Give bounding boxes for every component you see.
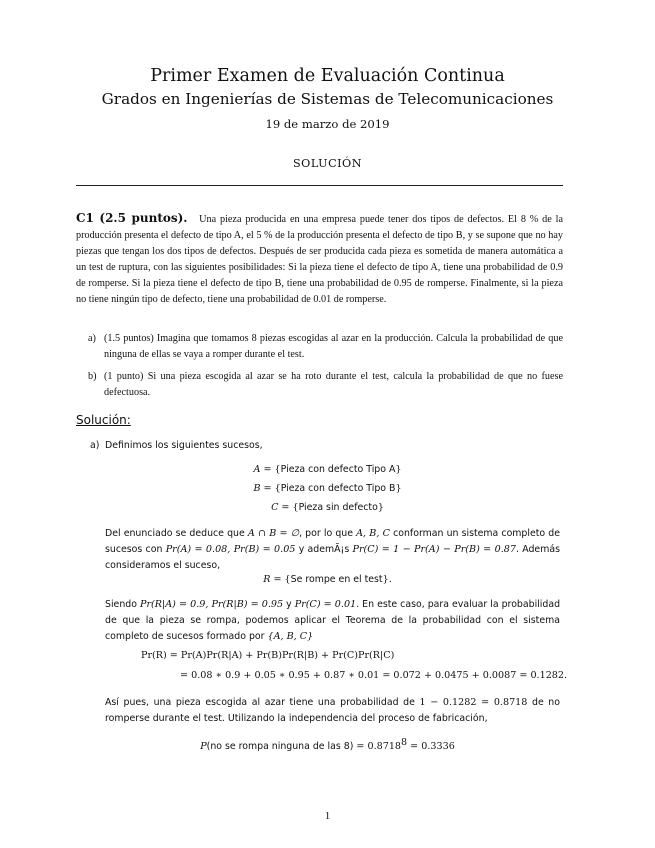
section-heading: SOLUCIÓN bbox=[292, 157, 363, 170]
equation-line-1: Pr(R) = Pr(A)Pr(R|A) + Pr(B)Pr(R|B) + Pr(C)Pr(R|C) bbox=[141, 650, 395, 661]
equation-line-2: = 0.08 ∗ 0.9 + 0.05 ∗ 0.95 + 0.87 ∗ 0.01 = 0.072 + 0.0475 + 0.0087 = 0.1282. bbox=[180, 670, 568, 681]
problem-label: C1 (2.5 puntos). bbox=[76, 211, 188, 225]
page-number: 1 bbox=[324, 810, 331, 822]
exam-title: Primer Examen de Evaluación Continua bbox=[150, 66, 505, 86]
final-result: P(no se rompa ninguna de las $8) = 0.8718^8 = 0.3336$ bbox=[200, 737, 455, 753]
item-label: b) bbox=[88, 371, 97, 382]
solution-a-intro: Definimos los siguientes sucesos, bbox=[105, 440, 263, 451]
problem-item-b bbox=[76, 369, 563, 401]
solution-paragraph-3: Así pues, una pieza escogida al azar tiene una probabilidad de 1 − 0.1282 = 0.8718 de no romperse durante el test. Utilizando la independencia del proceso de fabricación, bbox=[105, 697, 560, 724]
problem-statement bbox=[76, 210, 563, 309]
solution-paragraph-2: Siendo Pr(R|A) = 0.9, Pr(R|B) = 0.95 y Pr(C) = 0.01. En este caso, para evaluar la probabilidad de que la pieza se rompa, podemos aplicar el Teorema de la probabilidad con el sistema completo de sucesos formado por {A, B, C} bbox=[105, 599, 561, 642]
event-r-definition: R = {Se rompe en el test}. bbox=[263, 574, 392, 585]
exam-subtitle: Grados en Ingenierías de Sistemas de Telecomunicaciones bbox=[101, 90, 554, 108]
item-label: a) bbox=[88, 333, 96, 344]
event-definition: C = {Pieza sin defecto} bbox=[271, 502, 384, 513]
problem-item-a bbox=[76, 331, 563, 363]
item-text: (1 punto) Si una pieza escogida al azar se ha roto durante el test, calcula la probabilidad de que no fuese defectuosa. bbox=[104, 371, 563, 399]
problem-text: Una pieza producida en una empresa puede tener dos tipos de defectos. El 8 % de la producción presenta el defecto de tipo A, el 5 % de la producción presenta el defecto de tipo B, y se supone que no hay piezas que tengan los dos tipos de defectos. Después de ser producida cada pieza es sometida de manera automática a un test de ruptura, con las siguientes posibilidades: Si la pieza tiene el defecto de tipo A, tiene una probabilidad de 0.9 de romperse. Si la pieza tiene el defecto de tipo B, tiene una probabilidad de 0.95 de romperse. Finalmente, si la pieza no tiene ningún tipo de defecto, tiene una probabilidad de 0.01 de romperse. bbox=[76, 214, 563, 306]
event-definition: A = {Pieza con defecto Tipo A} bbox=[253, 464, 402, 475]
solution-heading: Solución: bbox=[76, 413, 131, 427]
solution-a-label: a) bbox=[90, 440, 100, 451]
solution-paragraph-1: Del enunciado se deduce que A ∩ B = ∅, por lo que A, B, C conforman un sistema completo de sucesos con Pr(A) = 0.08, Pr(B) = 0.05 y ademÃ¡s Pr(C) = 1 − Pr(A) − Pr(B) = 0.87. Además consideramos el suceso, bbox=[105, 528, 561, 571]
exam-date: 19 de marzo de 2019 bbox=[265, 117, 390, 131]
item-text: (1.5 puntos) Imagina que tomamos 8 piezas escogidas al azar en la producción. Calcula la probabilidad de que ninguna de ellas se vaya a romper durante el test. bbox=[104, 333, 563, 361]
event-definition: B = {Pieza con defecto Tipo B} bbox=[253, 483, 402, 494]
header-divider bbox=[76, 185, 563, 186]
